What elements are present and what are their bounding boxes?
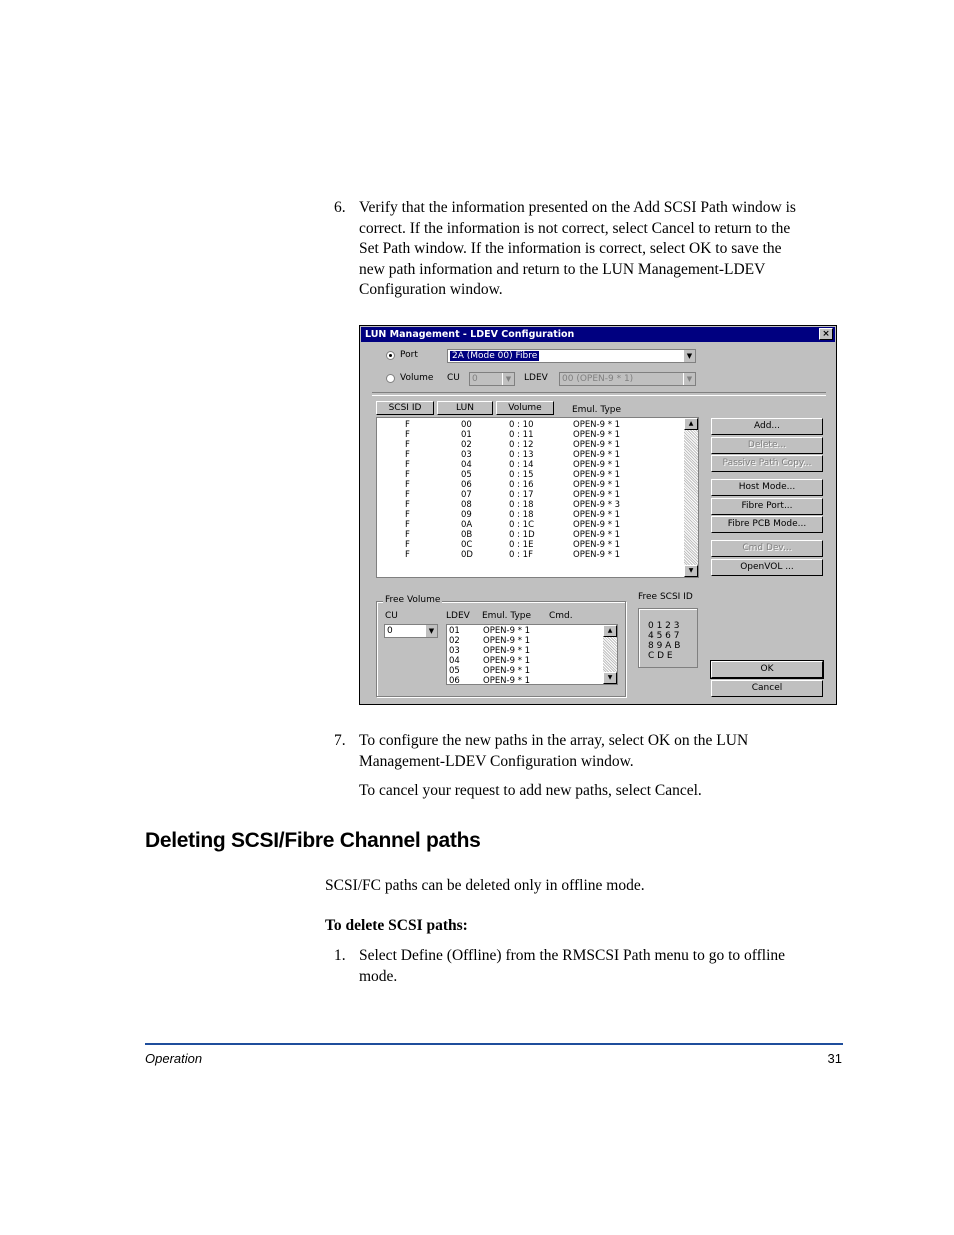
lun-management-dialog xyxy=(359,325,837,705)
passive-path-copy-button[interactable]: Passive Path Copy... xyxy=(711,455,823,472)
table-cell: 0 : 18 xyxy=(509,510,534,520)
table-cell: F xyxy=(405,520,410,530)
table-cell: OPEN-9 * 1 xyxy=(573,440,621,450)
table-cell: OPEN-9 * 1 xyxy=(573,530,621,540)
step-7-text xyxy=(359,731,849,772)
table-cell: F xyxy=(405,450,410,460)
free-cu-select[interactable] xyxy=(384,624,438,638)
free-volume-scrollbar[interactable] xyxy=(603,625,617,684)
table-cell: 0 : 1C xyxy=(509,520,535,530)
host-mode-button[interactable]: Host Mode... xyxy=(711,479,823,496)
step-1-number: 1. xyxy=(334,947,346,964)
cancel-button[interactable]: Cancel xyxy=(711,680,823,697)
step-1-line: mode. xyxy=(359,967,398,985)
step-7-line: Management-LDEV Configuration window. xyxy=(359,752,634,770)
list-cell: 01 xyxy=(449,626,460,636)
table-cell: 08 xyxy=(461,500,472,510)
table-cell: OPEN-9 * 3 xyxy=(573,500,621,510)
cancel-note: To cancel your request to add new paths, select Cancel. xyxy=(359,782,702,799)
path-list-scrollbar[interactable] xyxy=(684,418,698,577)
table-cell: OPEN-9 * 1 xyxy=(573,470,621,480)
col-lun[interactable]: LUN xyxy=(437,401,493,415)
step-1-line: Select Define (Offline) from the RMSCSI Path menu to go to offline xyxy=(359,947,786,964)
free-volume-list[interactable] xyxy=(446,624,618,685)
port-radio[interactable] xyxy=(386,351,395,360)
table-cell: 06 xyxy=(461,480,472,490)
table-cell: 0 : 17 xyxy=(509,490,534,500)
step-6-number: 6. xyxy=(334,199,346,216)
footer-rule xyxy=(145,1043,843,1045)
table-cell: 0D xyxy=(461,550,473,560)
close-icon[interactable]: × xyxy=(819,328,833,340)
table-cell: OPEN-9 * 1 xyxy=(573,520,621,530)
ldev-select[interactable] xyxy=(559,372,696,386)
table-cell: 04 xyxy=(461,460,472,470)
ldev-label: LDEV xyxy=(524,373,548,383)
table-cell: 01 xyxy=(461,430,472,440)
table-cell: OPEN-9 * 1 xyxy=(573,450,621,460)
scroll-down-icon[interactable]: ▼ xyxy=(684,565,698,577)
free-scsi-row: C D E xyxy=(648,651,673,661)
fibre-port-button[interactable]: Fibre Port... xyxy=(711,498,823,515)
table-cell: OPEN-9 * 1 xyxy=(573,430,621,440)
table-cell: F xyxy=(405,430,410,440)
scroll-up-icon[interactable]: ▲ xyxy=(684,418,698,430)
table-cell: F xyxy=(405,510,410,520)
table-cell: 0A xyxy=(461,520,473,530)
table-cell: F xyxy=(405,460,410,470)
procedure-heading: To delete SCSI paths: xyxy=(325,917,468,934)
table-cell: OPEN-9 * 1 xyxy=(573,460,621,470)
table-cell: 0 : 1D xyxy=(509,530,535,540)
table-cell: 0 : 10 xyxy=(509,420,534,430)
chevron-down-icon[interactable]: ▼ xyxy=(425,625,437,637)
free-col-cmd: Cmd. xyxy=(549,611,573,621)
chevron-down-icon[interactable]: ▼ xyxy=(683,350,695,362)
table-cell: F xyxy=(405,480,410,490)
table-cell: OPEN-9 * 1 xyxy=(573,420,621,430)
col-emul-type: Emul. Type xyxy=(572,405,622,415)
section-heading: Deleting SCSI/Fibre Channel paths xyxy=(145,829,481,852)
table-cell: 0 : 1F xyxy=(509,550,533,560)
table-cell: OPEN-9 * 1 xyxy=(573,550,621,560)
step-6-text xyxy=(359,198,849,301)
table-cell: 0B xyxy=(461,530,473,540)
dialog-title: LUN Management - LDEV Configuration xyxy=(365,329,575,340)
table-cell: 09 xyxy=(461,510,472,520)
add-button[interactable]: Add... xyxy=(711,418,823,435)
table-cell: 03 xyxy=(461,450,472,460)
volume-label: Volume xyxy=(400,373,434,383)
section-intro: SCSI/FC paths can be deleted only in offline mode. xyxy=(325,877,645,894)
cmd-dev-button[interactable]: Cmd Dev... xyxy=(711,540,823,557)
list-cell: OPEN-9 * 1 xyxy=(483,646,531,656)
table-cell: 0 : 14 xyxy=(509,460,534,470)
scroll-down-icon[interactable]: ▼ xyxy=(603,672,617,684)
table-cell: 05 xyxy=(461,470,472,480)
free-scsi-id-label: Free SCSI ID xyxy=(638,592,693,602)
table-cell: OPEN-9 * 1 xyxy=(573,480,621,490)
table-cell: 0C xyxy=(461,540,473,550)
table-cell: F xyxy=(405,540,410,550)
free-cu-label: CU xyxy=(385,611,398,621)
list-cell: OPEN-9 * 1 xyxy=(483,656,531,666)
col-scsi-id[interactable]: SCSI ID xyxy=(376,401,434,415)
table-cell: F xyxy=(405,490,410,500)
fibre-pcb-mode-button[interactable]: Fibre PCB Mode... xyxy=(711,516,823,533)
step-7-number: 7. xyxy=(334,732,346,749)
list-cell: 05 xyxy=(449,666,460,676)
list-cell: OPEN-9 * 1 xyxy=(483,666,531,676)
open-vol-button[interactable]: OpenVOL ... xyxy=(711,559,823,576)
list-cell: 06 xyxy=(449,676,460,686)
cu-value: 0 xyxy=(472,374,478,384)
list-cell: OPEN-9 * 1 xyxy=(483,626,531,636)
step-7-line: To configure the new paths in the array, select OK on the LUN xyxy=(359,732,749,749)
table-cell: 0 : 11 xyxy=(509,430,534,440)
step-6-line: correct. If the information is not correct, select Cancel to return to the xyxy=(359,219,791,237)
list-cell: 04 xyxy=(449,656,460,666)
table-cell: 00 xyxy=(461,420,472,430)
cu-select[interactable] xyxy=(469,372,515,386)
table-cell: 0 : 16 xyxy=(509,480,534,490)
scroll-up-icon[interactable]: ▲ xyxy=(603,625,617,637)
delete-button[interactable]: Delete... xyxy=(711,437,823,454)
free-scsi-id-grid xyxy=(638,608,698,668)
port-select[interactable] xyxy=(447,349,696,363)
list-cell: OPEN-9 * 1 xyxy=(483,676,531,686)
table-cell: 0 : 1E xyxy=(509,540,534,550)
table-cell: F xyxy=(405,440,410,450)
ldev-value: 00 (OPEN-9 * 1) xyxy=(562,374,634,384)
divider xyxy=(372,392,826,396)
volume-radio[interactable] xyxy=(386,374,395,383)
ok-button[interactable]: OK xyxy=(711,661,823,678)
dialog-titlebar xyxy=(361,327,835,342)
table-cell: 0 : 12 xyxy=(509,440,534,450)
page-number: 31 xyxy=(827,1051,842,1066)
chevron-down-icon[interactable]: ▼ xyxy=(683,373,695,385)
free-scsi-row: 4 5 6 7 xyxy=(648,631,680,641)
free-volume-label: Free Volume xyxy=(385,595,441,605)
port-label: Port xyxy=(400,350,418,360)
chevron-down-icon[interactable]: ▼ xyxy=(502,373,514,385)
table-cell: OPEN-9 * 1 xyxy=(573,490,621,500)
table-cell: 0 : 18 xyxy=(509,500,534,510)
footer-section: Operation xyxy=(145,1051,203,1066)
table-cell: 07 xyxy=(461,490,472,500)
table-cell: F xyxy=(405,420,410,430)
step-6-line: Configuration window. xyxy=(359,281,503,298)
col-volume[interactable]: Volume xyxy=(496,401,554,415)
table-cell: F xyxy=(405,530,410,540)
list-cell: 02 xyxy=(449,636,460,646)
step-1-text xyxy=(359,946,849,987)
path-list[interactable] xyxy=(376,417,699,578)
table-cell: 02 xyxy=(461,440,472,450)
step-6-line: new path information and return to the LUN Management-LDEV xyxy=(359,260,766,278)
cu-label: CU xyxy=(447,373,460,383)
table-cell: OPEN-9 * 1 xyxy=(573,540,621,550)
table-cell: F xyxy=(405,500,410,510)
table-cell: 0 : 13 xyxy=(509,450,534,460)
free-cu-value: 0 xyxy=(387,626,393,636)
port-value: 2A (Mode 00) Fibre xyxy=(452,351,538,361)
table-cell: OPEN-9 * 1 xyxy=(573,510,621,520)
step-6-line: Set Path window. If the information is correct, select OK to save the xyxy=(359,240,782,257)
free-col-ldev: LDEV xyxy=(446,611,470,621)
table-cell: F xyxy=(405,470,410,480)
step-6-line: Verify that the information presented on the Add SCSI Path window is xyxy=(359,199,796,216)
table-cell: F xyxy=(405,550,410,560)
free-scsi-row: 8 9 A B xyxy=(648,641,681,651)
list-cell: 03 xyxy=(449,646,460,656)
free-scsi-row: 0 1 2 3 xyxy=(648,621,680,631)
table-cell: 0 : 15 xyxy=(509,470,534,480)
list-cell: OPEN-9 * 1 xyxy=(483,636,531,646)
free-col-emul: Emul. Type xyxy=(482,611,532,621)
